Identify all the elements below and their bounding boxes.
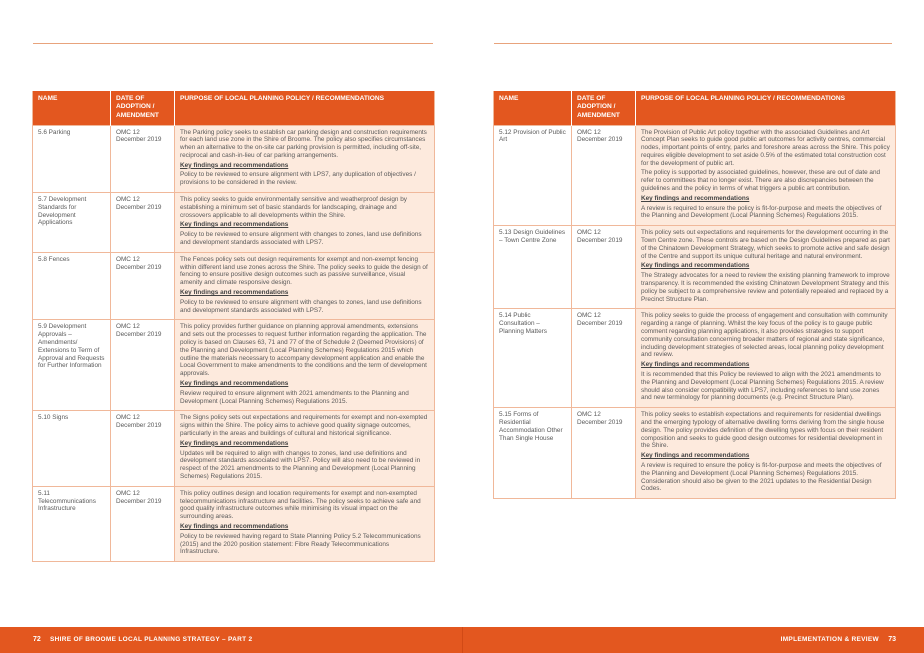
purpose-paragraph: This policy seeks to establish expectations and requirements for residential dwellings and the emerging typology of alternative dwelling forms deriving from the single house design. The policy provides definition of the dwelling types with focus on their resident composition and seeks to guide good design outcomes for residential development in the Shire. bbox=[641, 411, 885, 450]
table-row bbox=[33, 193, 435, 253]
key-findings-text: A review is required to ensure the policy is fit-for-purpose and meets the objectives of the Planning and Development (Local Planning Schemes) Regulations 2015. Consideration should also be given to the 2021 updates to the Residential Design Codes. bbox=[641, 461, 882, 493]
table-body-left bbox=[33, 125, 435, 562]
key-findings-heading: Key findings and recommendations bbox=[180, 522, 289, 530]
policy-purpose bbox=[636, 408, 896, 499]
col-header-date: DATE OF ADOPTION / AMENDMENT bbox=[572, 91, 636, 125]
page-number-left: 72 bbox=[33, 636, 41, 643]
policy-name: 5.12 Provision of Public Art bbox=[494, 125, 572, 226]
table-row bbox=[33, 125, 435, 193]
key-findings-text: Review required to ensure alignment with 2021 amendments to the Planning and Development (Local Planning Schemes) Regulations 2015. bbox=[180, 389, 409, 405]
page-gutter bbox=[462, 627, 463, 653]
purpose-paragraph: The Fences policy sets out design requirements for exempt and non-exempt fencing within different land use zones across the Shire. The policy seeks to guide the design of fencing to ensure positive design outcomes such as passive surveillance, visual amenity and climate responsive design. bbox=[180, 255, 428, 287]
purpose-paragraph: The Parking policy seeks to establish car parking design and construction requirements for each land use zone in the Shire of Broome. The policy also specifies circumstances when an alternative to the on-site car parking provision is permitted, including off-site, reciprocal and cash-in-lieu of car parking arrangements. bbox=[180, 128, 427, 159]
policy-purpose bbox=[175, 486, 435, 561]
policy-name: 5.11 Telecommunications Infrastructure bbox=[33, 486, 111, 561]
policy-name: 5.9 Development Approvals – Amendments/ Extensions to Term of Approval and Requests for Further Information bbox=[33, 320, 111, 411]
key-findings-heading: Key findings and recommendations bbox=[641, 194, 750, 202]
policy-name: 5.7 Development Standards for Development Applications bbox=[33, 193, 111, 253]
key-findings-heading: Key findings and recommendations bbox=[641, 361, 750, 369]
policy-name: 5.10 Signs bbox=[33, 411, 111, 486]
top-rule-right bbox=[494, 43, 892, 44]
policy-name: 5.6 Parking bbox=[33, 125, 111, 193]
policy-table-left bbox=[32, 91, 435, 562]
policy-name: 5.14 Public Consultation – Planning Matters bbox=[494, 309, 572, 408]
policy-purpose bbox=[175, 252, 435, 320]
adoption-date: OMC 12 December 2019 bbox=[572, 309, 636, 408]
key-findings-text: Policy to be reviewed to ensure alignment with changes to zones, land use definitions and development standards associated with LPS7. bbox=[180, 231, 422, 247]
page-number-right: 73 bbox=[888, 636, 896, 643]
table-row bbox=[33, 320, 435, 411]
key-findings-text: It is recommended that this Policy be reviewed to align with the 2021 amendments to the Planning and Development (Local Planning Schemes) Regulations 2015. A review should also consider compatibility with LPS7, including references to land use zones and new terminology for planning documents (e.g. Precinct Structure Plan). bbox=[641, 371, 884, 402]
policy-purpose bbox=[636, 309, 896, 408]
table-header-row bbox=[494, 91, 896, 125]
footer-title-left: SHIRE OF BROOME LOCAL PLANNING STRATEGY – PART 2 bbox=[50, 636, 253, 643]
col-header-name: NAME bbox=[494, 91, 572, 125]
table-row bbox=[33, 486, 435, 561]
key-findings-text: Policy to be reviewed to ensure alignment with LPS7, any duplication of objectives / provisions to be considered in the review. bbox=[180, 171, 416, 187]
policy-purpose bbox=[175, 320, 435, 411]
policy-table-right bbox=[493, 91, 896, 499]
table-row bbox=[494, 408, 896, 499]
adoption-date: OMC 12 December 2019 bbox=[111, 486, 175, 561]
adoption-date: OMC 12 December 2019 bbox=[111, 411, 175, 486]
purpose-paragraph: The Provision of Public Art policy together with the associated Guidelines and Art Concept Plan seeks to guide good public art outcomes for activity centres, commercial nodes, important points of entry, parks and foreshore areas across the Shire. This policy requires eligible development to set aside 0.5% of the estimated total construction cost for the development of public art. bbox=[641, 128, 890, 167]
policy-purpose bbox=[175, 125, 435, 193]
purpose-paragraph: This policy outlines design and location requirements for exempt and non-exempted telecommunications infrastructure and facilities. The policy seeks to achieve safe and good quality infrastructure outcomes while minimising its visual impact on the surrounding areas. bbox=[180, 489, 421, 521]
table-body-right bbox=[494, 125, 896, 499]
key-findings-text: Policy to be reviewed having regard to State Planning Policy 5.2 Telecommunications (2015) and the 2020 position statement: Fibre Ready Telecommunications Infrastructure. bbox=[180, 532, 421, 556]
purpose-paragraph: This policy seeks to guide the process of engagement and consultation with community regarding a range of planning. Whilst the key focus of the policy is to gauge public comment regarding planning applications, it also provides strategies to support community consultation concerning broader matters of regional and state significance, including development strategies of selected areas, local planning policy development and review. bbox=[641, 312, 888, 359]
policy-name: 5.13 Design Guidelines – Town Centre Zone bbox=[494, 226, 572, 309]
table-row bbox=[494, 309, 896, 408]
key-findings-text: A review is required to ensure the policy is fit-for-purpose and meets the objectives of the Planning and Development (Local Planning Schemes) Regulations 2015. bbox=[641, 204, 882, 220]
key-findings-heading: Key findings and recommendations bbox=[641, 262, 750, 270]
key-findings-heading: Key findings and recommendations bbox=[180, 439, 289, 447]
policy-name: 5.8 Fences bbox=[33, 252, 111, 320]
table-row bbox=[33, 411, 435, 486]
adoption-date: OMC 12 December 2019 bbox=[572, 408, 636, 499]
table-row bbox=[494, 125, 896, 226]
footer-title-right: IMPLEMENTATION & REVIEW bbox=[780, 636, 879, 643]
col-header-purpose: PURPOSE OF LOCAL PLANNING POLICY / RECOMMENDATIONS bbox=[636, 91, 896, 125]
key-findings-heading: Key findings and recommendations bbox=[641, 452, 750, 460]
policy-name: 5.15 Forms of Residential Accommodation Other Than Single House bbox=[494, 408, 572, 499]
key-findings-text: Updates will be required to align with changes to zones, land use definitions and development standards associated with LPS7. Policy will also need to be reviewed in respect of the 2021 amendments to the Planning and Development (Local Planning Schemes) Regulations 2015. bbox=[180, 449, 421, 480]
key-findings-heading: Key findings and recommendations bbox=[180, 161, 289, 169]
purpose-paragraph: This policy provides further guidance on planning approval amendments, extensions and sets out the processes to request further information regarding the application. The policy is based on Clauses 63, 71 and 77 of the of Schedule 2 (Deemed Provisions) of the Planning and Development (Local Planning Schemes) Regulations 2015 which outline the materials necessary to accompany development application and enable the Local Government to make amendments to the conditions and the term of development approvals. bbox=[180, 323, 427, 378]
policy-purpose bbox=[175, 411, 435, 486]
table-row bbox=[494, 226, 896, 309]
purpose-paragraph: The policy is supported by associated guidelines, however, these are out of date and refer to committees that no longer exist. There are also discrepancies between the guidelines and the policy in terms of what triggers a public art contribution. bbox=[641, 169, 881, 193]
policy-purpose bbox=[636, 226, 896, 309]
adoption-date: OMC 12 December 2019 bbox=[572, 226, 636, 309]
col-header-purpose: PURPOSE OF LOCAL PLANNING POLICY / RECOMMENDATIONS bbox=[175, 91, 435, 125]
adoption-date: OMC 12 December 2019 bbox=[572, 125, 636, 226]
key-findings-text: The Strategy advocates for a need to review the existing planning framework to improve transparency. It is recommended the existing Chinatown Development Strategy and this policy be subject to a comprehensive review and potentially repealed and replaced by a Precinct Structure Plan. bbox=[641, 272, 890, 303]
adoption-date: OMC 12 December 2019 bbox=[111, 252, 175, 320]
adoption-date: OMC 12 December 2019 bbox=[111, 125, 175, 193]
key-findings-heading: Key findings and recommendations bbox=[180, 221, 289, 229]
key-findings-heading: Key findings and recommendations bbox=[180, 289, 289, 297]
table-row bbox=[33, 252, 435, 320]
key-findings-heading: Key findings and recommendations bbox=[180, 380, 289, 388]
key-findings-text: Policy to be reviewed to ensure alignment with changes to zones, land use definitions and development standards associated with LPS7. bbox=[180, 298, 422, 314]
col-header-date: DATE OF ADOPTION / AMENDMENT bbox=[111, 91, 175, 125]
adoption-date: OMC 12 December 2019 bbox=[111, 320, 175, 411]
purpose-paragraph: This policy sets out expectations and requirements for the development occurring in the Town Centre zone. These controls are based on the Design Guidelines prepared as part of the Chinatown Development Strategy, which seeks to promote active and safe design of the Centre and support its unique cultural heritage and natural environment. bbox=[641, 229, 890, 260]
purpose-paragraph: The Signs policy sets out expectations and requirements for exempt and non-exempted signs within the Shire. The policy aims to achieve good quality signage outcomes, particularly in the areas and buildings of cultural and historical significance. bbox=[180, 414, 428, 437]
top-rule-left bbox=[33, 43, 433, 44]
adoption-date: OMC 12 December 2019 bbox=[111, 193, 175, 253]
policy-purpose bbox=[636, 125, 896, 226]
policy-purpose bbox=[175, 193, 435, 253]
page-footer bbox=[0, 627, 924, 653]
purpose-paragraph: This policy seeks to guide environmentally sensitive and weatherproof design by establishing a minimum set of basic standards for landscaping, drainage and crossovers applicable to all developments within the Shire. bbox=[180, 196, 407, 219]
col-header-name: NAME bbox=[33, 91, 111, 125]
table-header-row bbox=[33, 91, 435, 125]
